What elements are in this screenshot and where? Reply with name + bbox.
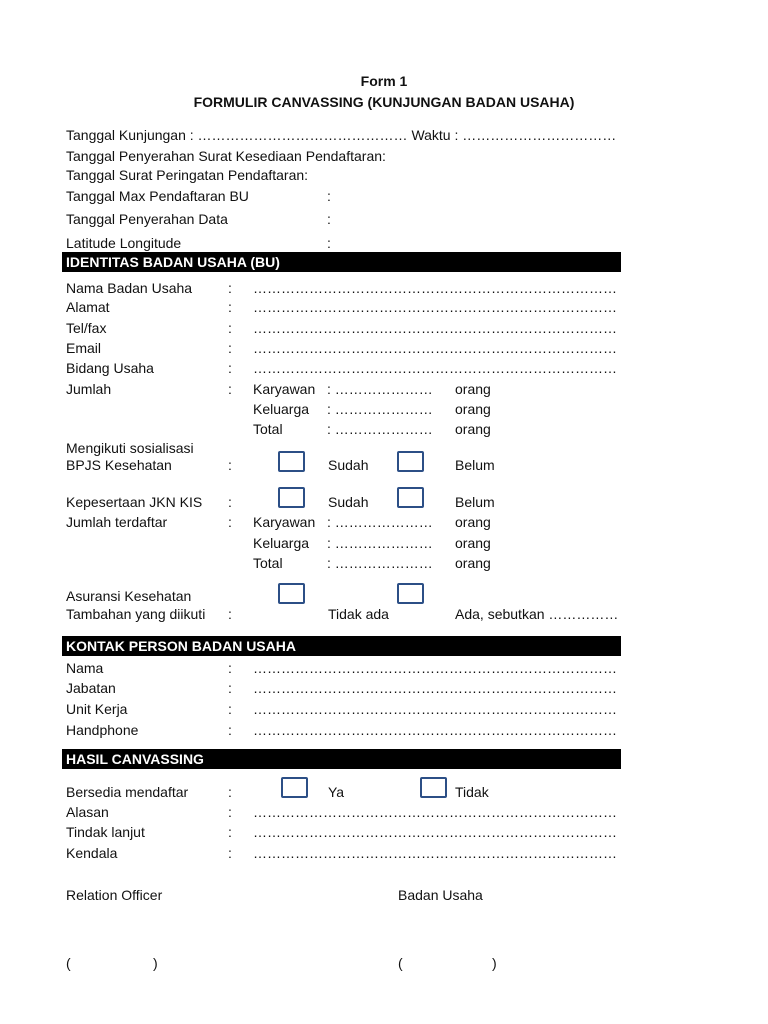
colon: : bbox=[228, 606, 232, 622]
jkn-belum-checkbox[interactable] bbox=[397, 487, 424, 508]
colon: : bbox=[228, 494, 232, 510]
total-label: Total bbox=[253, 421, 283, 437]
colon: : bbox=[228, 680, 232, 696]
colon: : bbox=[228, 824, 232, 840]
colon: : bbox=[228, 845, 232, 861]
sosialisasi-label-1: Mengikuti sosialisasi bbox=[66, 440, 194, 456]
max-pendaftaran-label: Tanggal Max Pendaftaran BU bbox=[66, 188, 249, 204]
asuransi-label-1: Asuransi Kesehatan bbox=[66, 588, 192, 604]
colon: : bbox=[327, 235, 331, 251]
kontak-nama-field[interactable]: …………………………………………………………………… bbox=[253, 660, 617, 676]
orang-label: orang bbox=[455, 381, 491, 397]
tanggal-kunjungan-line: Tanggal Kunjungan : ……………………………………… Waktu : …………………………… bbox=[66, 127, 617, 143]
orang-label: orang bbox=[455, 421, 491, 437]
jkn-label: Kepesertaan JKN KIS bbox=[66, 494, 203, 510]
colon: : bbox=[228, 660, 232, 676]
sosialisasi-belum-checkbox[interactable] bbox=[397, 451, 424, 472]
colon: : bbox=[228, 381, 232, 397]
keluarga-label: Keluarga bbox=[253, 401, 310, 417]
colon: : bbox=[228, 784, 232, 800]
colon: : bbox=[228, 457, 232, 473]
kendala-field[interactable]: …………………………………………………………………… bbox=[253, 845, 617, 861]
section-hasil: HASIL CANVASSING bbox=[62, 749, 621, 769]
penyerahan-surat-label: Tanggal Penyerahan Surat Kesediaan Pendaftaran: bbox=[66, 148, 386, 164]
keluarga-label: Keluarga bbox=[253, 535, 310, 551]
colon: : bbox=[228, 299, 232, 315]
section-identitas: IDENTITAS BADAN USAHA (BU) bbox=[62, 252, 621, 272]
alasan-label: Alasan bbox=[66, 804, 109, 820]
badan-usaha-label: Badan Usaha bbox=[398, 887, 483, 903]
tindak-lanjut-label: Tindak lanjut bbox=[66, 824, 145, 840]
bidang-usaha-label: Bidang Usaha bbox=[66, 360, 154, 376]
alamat-field[interactable]: …………………………………………………………………… bbox=[253, 299, 617, 315]
jabatan-field[interactable]: …………………………………………………………………… bbox=[253, 680, 617, 696]
colon: : bbox=[228, 804, 232, 820]
terdaftar-keluarga-field[interactable]: : ………………… bbox=[327, 535, 433, 551]
latlong-label: Latitude Longitude bbox=[66, 235, 182, 251]
signature-close-paren: ) bbox=[153, 955, 158, 971]
tidak-label: Tidak bbox=[455, 784, 489, 800]
penyerahan-data-label: Tanggal Penyerahan Data bbox=[66, 211, 228, 227]
form-title: FORMULIR CANVASSING (KUNJUNGAN BADAN USAHA) bbox=[193, 94, 575, 110]
handphone-label: Handphone bbox=[66, 722, 139, 738]
tidak-ada-label: Tidak ada bbox=[328, 606, 389, 622]
ada-checkbox[interactable] bbox=[397, 583, 424, 604]
colon: : bbox=[228, 280, 232, 296]
jumlah-label: Jumlah bbox=[66, 381, 112, 397]
jkn-sudah-checkbox[interactable] bbox=[278, 487, 305, 508]
orang-label: orang bbox=[455, 535, 491, 551]
karyawan-label: Karyawan bbox=[253, 381, 316, 397]
alamat-label: Alamat bbox=[66, 299, 110, 315]
telfax-label: Tel/fax bbox=[66, 320, 107, 336]
asuransi-label-2: Tambahan yang diikuti bbox=[66, 606, 206, 622]
jumlah-terdaftar-label: Jumlah terdaftar bbox=[66, 514, 168, 530]
karyawan-label: Karyawan bbox=[253, 514, 316, 530]
bersedia-tidak-checkbox[interactable] bbox=[420, 777, 447, 798]
colon: : bbox=[228, 320, 232, 336]
tindak-lanjut-field[interactable]: …………………………………………………………………… bbox=[253, 824, 617, 840]
ada-sebutkan-field[interactable]: Ada, sebutkan …………… bbox=[455, 606, 619, 622]
alasan-field[interactable]: …………………………………………………………………… bbox=[253, 804, 617, 820]
karyawan-field[interactable]: : ………………… bbox=[327, 381, 433, 397]
kontak-nama-label: Nama bbox=[66, 660, 104, 676]
total-label: Total bbox=[253, 555, 283, 571]
nama-bu-field[interactable]: …………………………………………………………………… bbox=[253, 280, 617, 296]
colon: : bbox=[228, 514, 232, 530]
handphone-field[interactable]: …………………………………………………………………… bbox=[253, 722, 617, 738]
terdaftar-karyawan-field[interactable]: : ………………… bbox=[327, 514, 433, 530]
bersedia-label: Bersedia mendaftar bbox=[66, 784, 189, 800]
bidang-usaha-field[interactable]: …………………………………………………………………… bbox=[253, 360, 617, 376]
colon: : bbox=[228, 360, 232, 376]
colon: : bbox=[228, 722, 232, 738]
kendala-label: Kendala bbox=[66, 845, 118, 861]
jabatan-label: Jabatan bbox=[66, 680, 116, 696]
unit-kerja-field[interactable]: …………………………………………………………………… bbox=[253, 701, 617, 717]
orang-label: orang bbox=[455, 555, 491, 571]
signature-open-paren: ( bbox=[66, 955, 71, 971]
signature-close-paren: ) bbox=[492, 955, 497, 971]
keluarga-field[interactable]: : ………………… bbox=[327, 401, 433, 417]
orang-label: orang bbox=[455, 401, 491, 417]
relation-officer-label: Relation Officer bbox=[66, 887, 163, 903]
form-number: Form 1 bbox=[360, 73, 408, 89]
tidak-ada-checkbox[interactable] bbox=[278, 583, 305, 604]
email-label: Email bbox=[66, 340, 102, 356]
sudah-label: Sudah bbox=[328, 494, 369, 510]
bersedia-ya-checkbox[interactable] bbox=[281, 777, 308, 798]
sudah-label: Sudah bbox=[328, 457, 369, 473]
belum-label: Belum bbox=[455, 494, 495, 510]
total-field[interactable]: : ………………… bbox=[327, 421, 433, 437]
belum-label: Belum bbox=[455, 457, 495, 473]
nama-bu-label: Nama Badan Usaha bbox=[66, 280, 193, 296]
colon: : bbox=[228, 701, 232, 717]
signature-open-paren: ( bbox=[398, 955, 403, 971]
colon: : bbox=[228, 340, 232, 356]
telfax-field[interactable]: …………………………………………………………………… bbox=[253, 320, 617, 336]
sosialisasi-label-2: BPJS Kesehatan bbox=[66, 457, 172, 473]
terdaftar-total-field[interactable]: : ………………… bbox=[327, 555, 433, 571]
colon: : bbox=[327, 211, 331, 227]
sosialisasi-sudah-checkbox[interactable] bbox=[278, 451, 305, 472]
orang-label: orang bbox=[455, 514, 491, 530]
ya-label: Ya bbox=[328, 784, 345, 800]
unit-kerja-label: Unit Kerja bbox=[66, 701, 128, 717]
surat-peringatan-label: Tanggal Surat Peringatan Pendaftaran: bbox=[66, 167, 309, 183]
email-field[interactable]: …………………………………………………………………… bbox=[253, 340, 617, 356]
colon: : bbox=[327, 188, 331, 204]
section-kontak: KONTAK PERSON BADAN USAHA bbox=[62, 636, 621, 656]
